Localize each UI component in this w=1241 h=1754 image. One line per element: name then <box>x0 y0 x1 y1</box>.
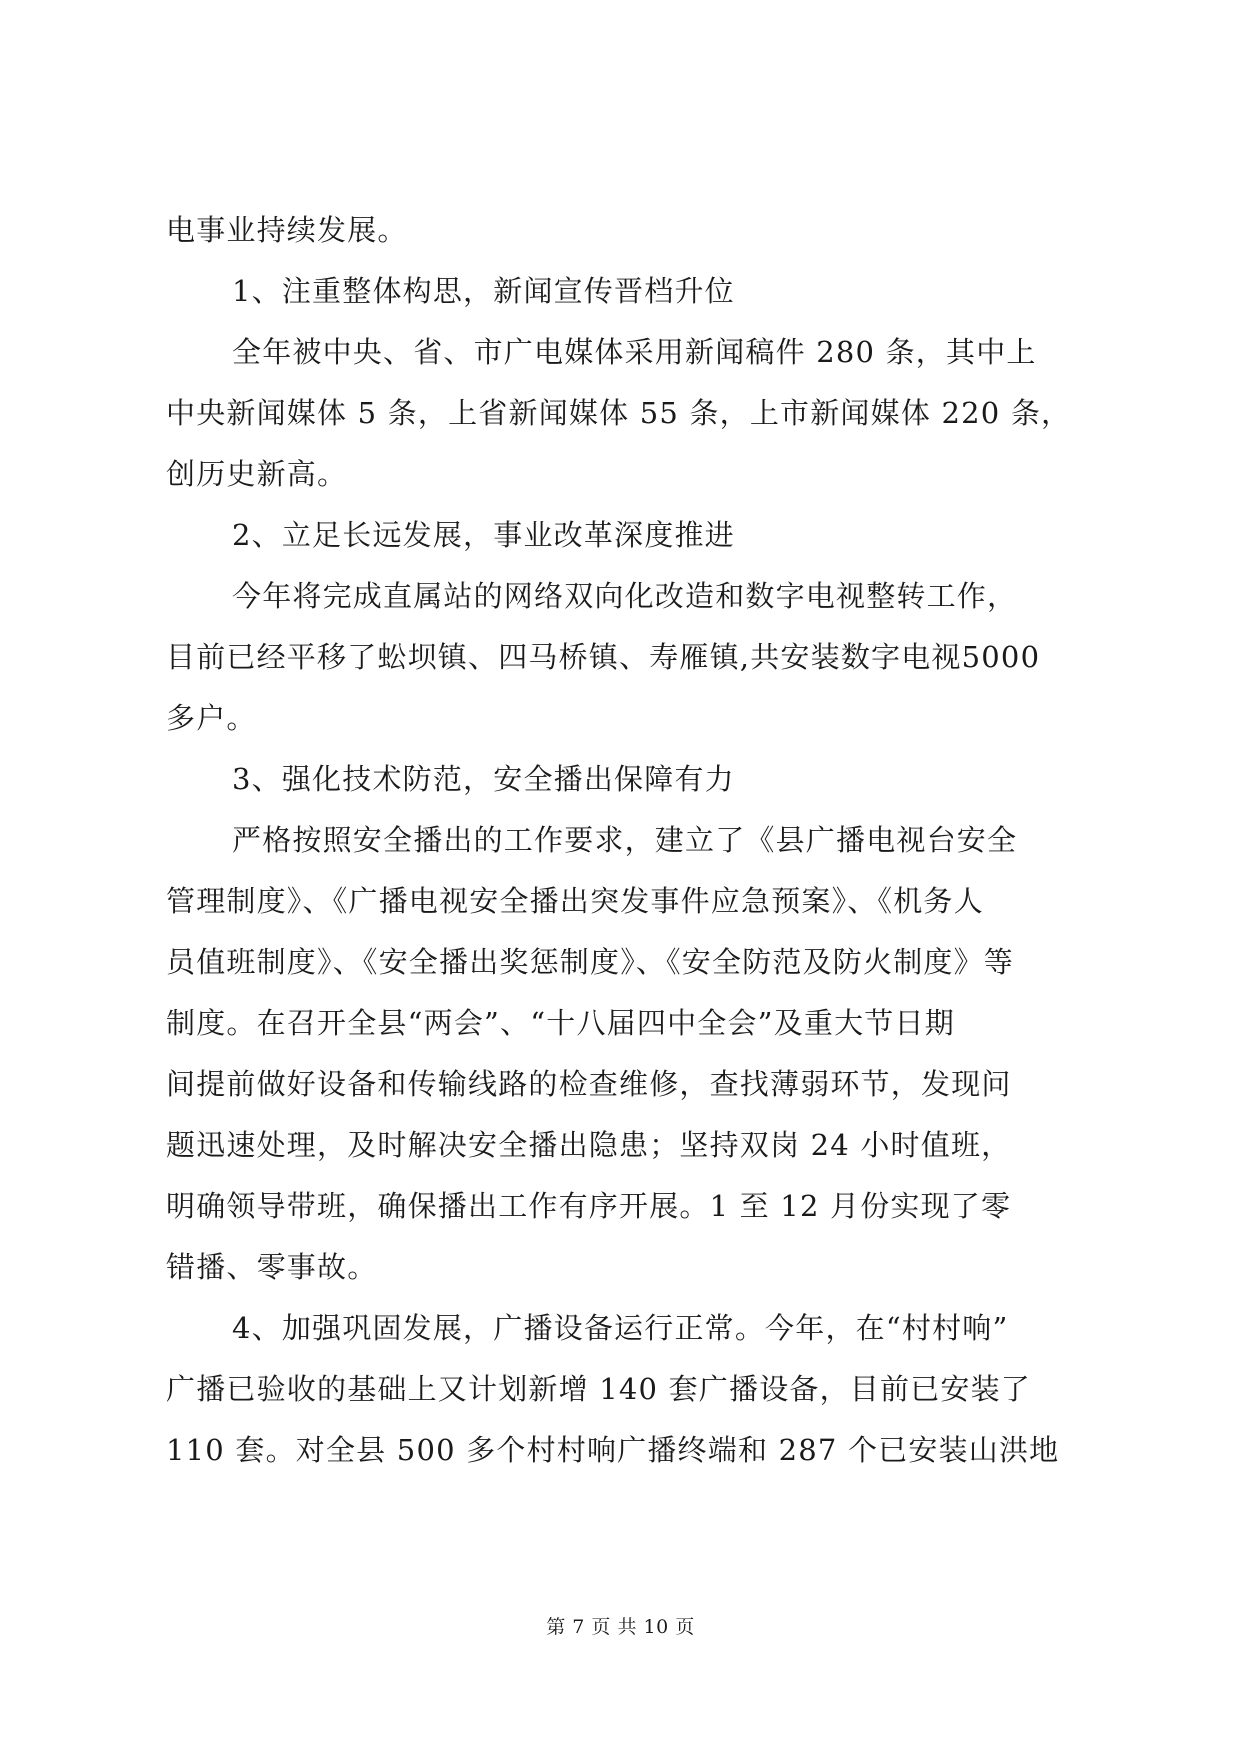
text-line: 题迅速处理，及时解决安全播出隐患；坚持双岗 24 小时值班， <box>166 1128 1012 1162</box>
text-line: 制度。在召开全县“两会”、“十八届四中全会”及重大节日期 <box>166 1006 955 1040</box>
text-line: 明确领导带班，确保播出工作有序开展。1 至 12 月份实现了零 <box>166 1189 1012 1223</box>
text-line: 多户。 <box>166 701 257 735</box>
page-number-footer: 第 7 页 共 10 页 <box>546 1616 695 1638</box>
text-line: 广播已验收的基础上又计划新增 140 套广播设备，目前已安装了 <box>166 1372 1031 1406</box>
text-line: 员值班制度》、《安全播出奖惩制度》、《安全防范及防火制度》等 <box>166 945 1015 979</box>
section-heading: 2、立足长远发展，事业改革深度推进 <box>232 518 735 552</box>
paragraph-first-line: 全年被中央、省、市广电媒体采用新闻稿件 280 条，其中上 <box>232 335 1037 369</box>
text-line: 目前已经平移了蚣坝镇、四马桥镇、寿雁镇,共安装数字电视5000 <box>166 640 1041 674</box>
section-heading: 4、加强巩固发展，广播设备运行正常。今年，在“村村响” <box>232 1311 1009 1345</box>
section-heading: 3、强化技术防范，安全播出保障有力 <box>232 762 735 796</box>
text-line: 中央新闻媒体 5 条，上省新闻媒体 55 条，上市新闻媒体 220 条， <box>166 396 1072 430</box>
section-heading: 1、注重整体构思，新闻宣传晋档升位 <box>232 274 735 308</box>
text-line: 110 套。对全县 500 多个村村响广播终端和 287 个已安装山洪地 <box>166 1433 1060 1467</box>
text-line: 创历史新高。 <box>166 457 348 491</box>
text-line: 间提前做好设备和传输线路的检查维修，查找薄弱环节，发现问 <box>166 1067 1012 1101</box>
paragraph-first-line: 今年将完成直属站的网络双向化改造和数字电视整转工作， <box>232 579 1018 613</box>
document-body <box>166 200 1086 1481</box>
text-line: 电事业持续发展。 <box>166 213 408 247</box>
text-line: 错播、零事故。 <box>166 1250 378 1284</box>
text-line: 管理制度》、《广播电视安全播出突发事件应急预案》、《机务人 <box>166 884 984 918</box>
paragraph-first-line: 严格按照安全播出的工作要求，建立了《县广播电视台安全 <box>232 823 1018 857</box>
